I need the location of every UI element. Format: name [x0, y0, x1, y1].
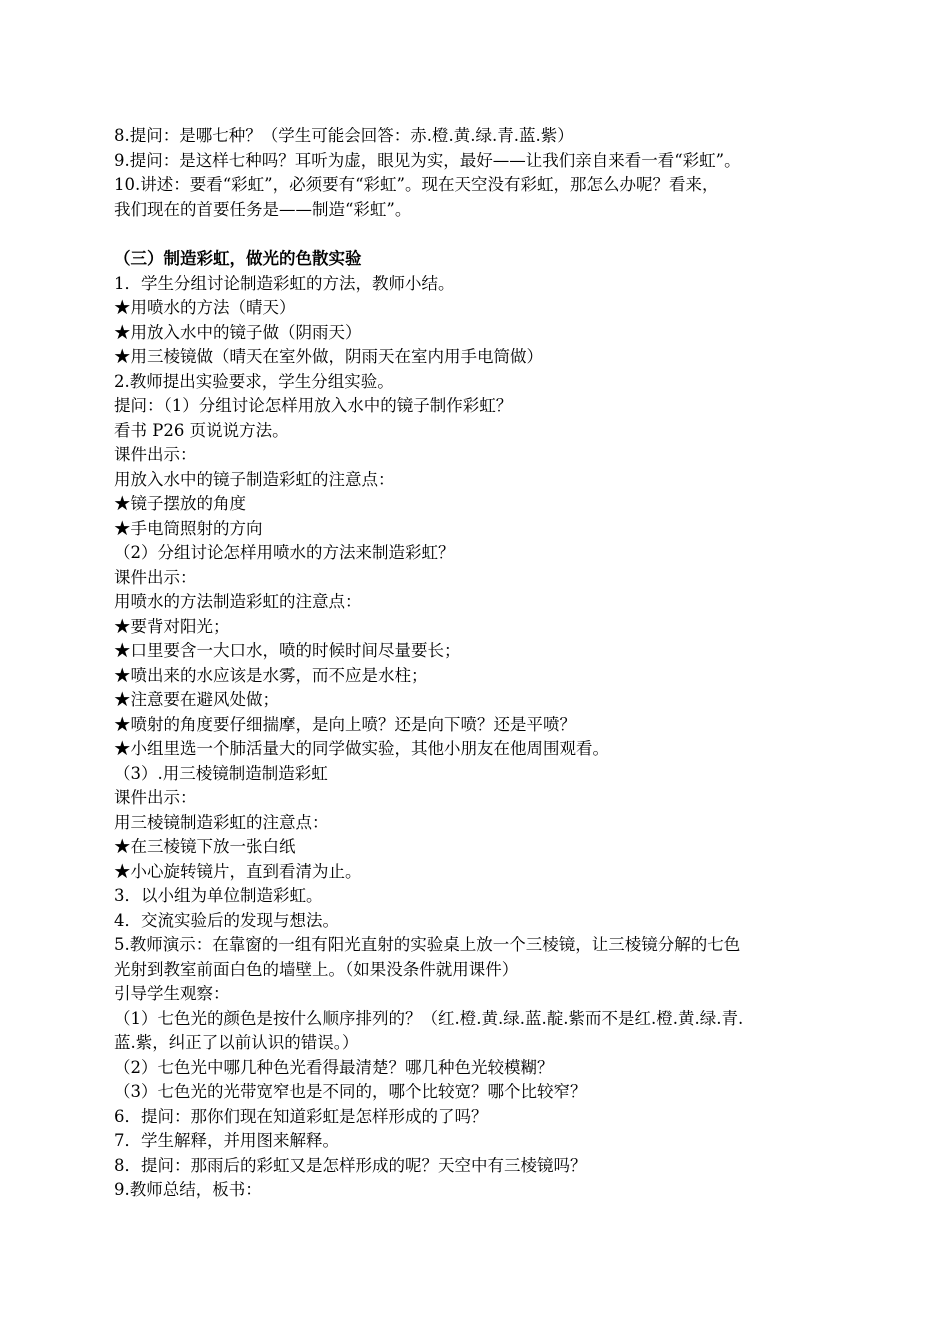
- text-line: ★口里要含一大口水，喷的时候时间尽量要长；: [114, 641, 461, 660]
- text-line: 光射到教室前面白色的墙壁上。（如果没条件就用课件）: [114, 959, 519, 979]
- text-line: ★在三棱镜下放一张白纸: [114, 837, 296, 856]
- text-line: （3）七色光的光带宽窄也是不同的，哪个比较宽？哪个比较窄？: [114, 1082, 587, 1101]
- text-line: 用放入水中的镜子制造彩虹的注意点：: [114, 469, 395, 489]
- text-line: 2.教师提出实验要求，学生分组实验。: [114, 371, 394, 391]
- text-line: 6．提问：那你们现在知道彩虹是怎样形成的了吗？: [114, 1106, 488, 1126]
- text-line: 提问：（1）分组讨论怎样用放入水中的镜子制作彩虹？: [114, 396, 513, 415]
- text-line: ★注意要在避风处做；: [114, 690, 279, 709]
- text-line: 9.教师总结，板书：: [114, 1180, 262, 1199]
- text-line: （2）分组讨论怎样用喷水的方法来制造彩虹？: [114, 543, 455, 562]
- text-line: ★用放入水中的镜子做（阴雨天）: [114, 322, 362, 342]
- text-line: ★小组里选一个肺活量大的同学做实验，其他小朋友在他周围观看。: [114, 739, 609, 758]
- text-line: ★小心旋转镜片，直到看清为止。: [114, 861, 362, 881]
- text-line: 用喷水的方法制造彩虹的注意点：: [114, 592, 362, 611]
- text-line: ★喷出来的水应该是水雾，而不应是水柱；: [114, 665, 428, 685]
- section-three: [114, 247, 854, 1203]
- text-line: 引导学生观察：: [114, 984, 230, 1003]
- text-line: 1．学生分组讨论制造彩虹的方法，教师小结。: [114, 273, 455, 293]
- text-line: 3．以小组为单位制造彩虹。: [114, 886, 323, 905]
- text-line: 4．交流实验后的发现与想法。: [114, 910, 339, 930]
- text-line: 我们现在的首要任务是——制造“彩虹”。: [114, 199, 412, 219]
- text-line: （2）七色光中哪几种色光看得最清楚？哪几种色光较模糊？: [114, 1057, 554, 1077]
- section-heading: （三）制造彩虹，做光的色散实验: [114, 249, 362, 268]
- text-line: 9.提问：是这样七种吗？耳听为虚，眼见为实，最好——让我们亲自来看一看“彩虹”。: [114, 150, 741, 170]
- text-line: ★手电筒照射的方向: [114, 518, 263, 538]
- text-line: ★喷射的角度要仔细揣摩，是向上喷？还是向下喷？还是平喷？: [114, 714, 576, 734]
- text-line: 看书 P26 页说说方法。: [114, 420, 289, 440]
- text-line: ★镜子摆放的角度: [114, 494, 246, 513]
- text-line: 5.教师演示：在靠窗的一组有阳光直射的实验桌上放一个三棱镜，让三棱镜分解的七色: [114, 935, 741, 954]
- text-line: 课件出示：: [114, 445, 197, 464]
- text-line: 8．提问：那雨后的彩虹又是怎样形成的呢？天空中有三棱镜吗？: [114, 1155, 587, 1175]
- text-line: ★用三棱镜做（晴天在室外做，阴雨天在室内用手电筒做）: [114, 347, 543, 366]
- text-line: （1）七色光的颜色是按什么顺序排列的？（红.橙.黄.绿.蓝.靛.紫而不是红.橙.黄.绿.青.: [114, 1008, 744, 1028]
- text-line: ★要背对阳光；: [114, 616, 230, 636]
- text-line: 蓝.紫，纠正了以前认识的错误。）: [114, 1033, 359, 1052]
- text-line: 8.提问：是哪七种？（学生可能会回答：赤.橙.黄.绿.青.蓝.紫）: [114, 126, 574, 145]
- text-line: 用三棱镜制造彩虹的注意点：: [114, 812, 329, 832]
- text-line: 课件出示：: [114, 567, 197, 587]
- text-line: 7．学生解释，并用图来解释。: [114, 1131, 339, 1150]
- intro-paragraphs: [114, 124, 854, 222]
- text-line: 10.讲述：要看“彩虹”，必须要有“彩虹”。现在天空没有彩虹，那怎么办呢？看来，: [114, 175, 719, 194]
- text-line: （3）.用三棱镜制造制造彩虹: [114, 763, 328, 783]
- text-line: 课件出示：: [114, 788, 197, 807]
- text-line: ★用喷水的方法（晴天）: [114, 298, 296, 317]
